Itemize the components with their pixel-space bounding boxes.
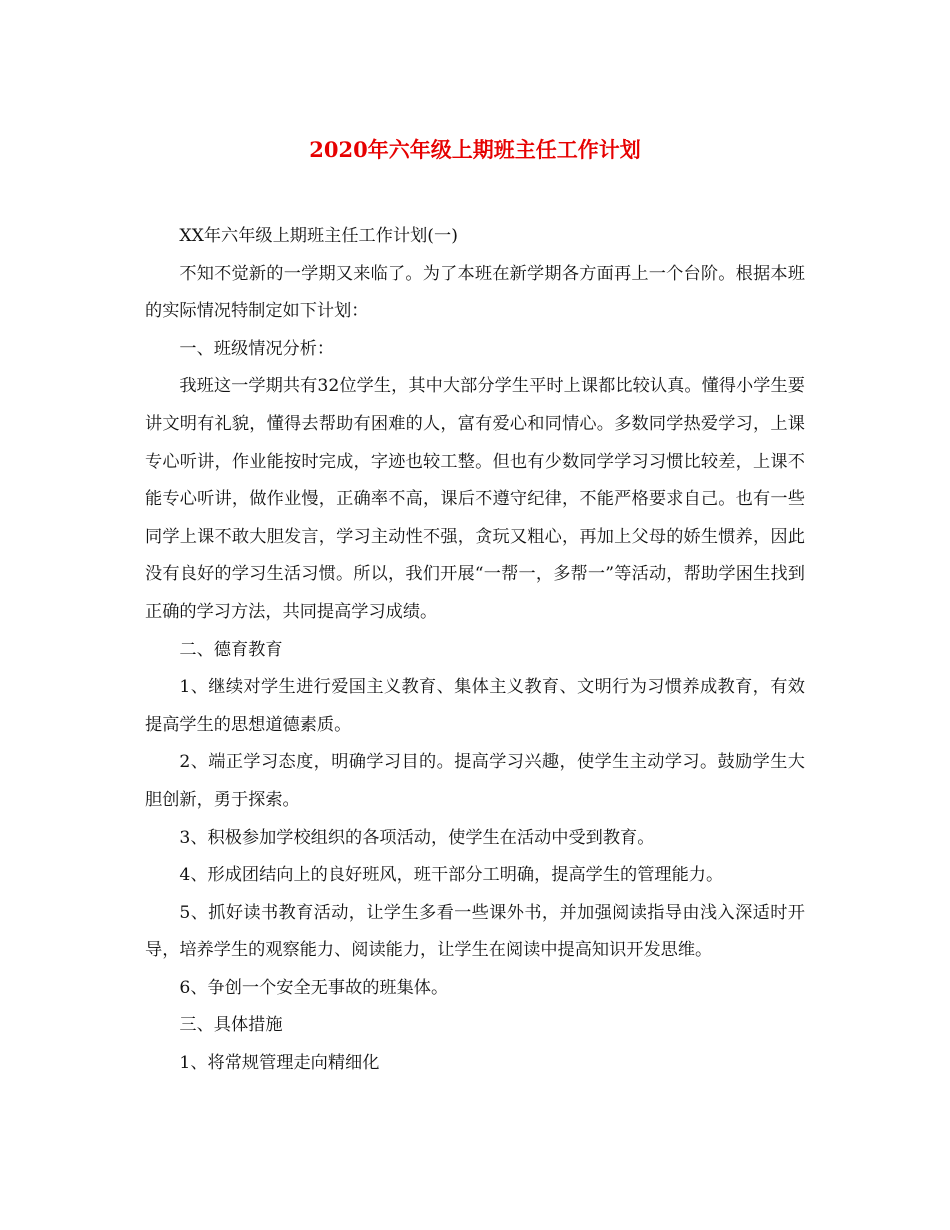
list-item-moral-2: 2、端正学习态度，明确学习目的。提高学习兴趣，使学生主动学习。鼓励学生大胆创新，勇于探索。	[145, 752, 805, 810]
paragraph-class-analysis: 我班这一学期共有32位学生，其中大部分学生平时上课都比较认真。懂得小学生要讲文明有礼貌，懂得去帮助有困难的人，富有爱心和同情心。多数同学热爱学习，上课专心听讲，作业能按时完成，字迹也较工整。但也有少数同学学习习惯比较差，上课不能专心听讲，做作业慢，正确率不高，课后不遵守纪律，不能严格要求自己。也有一些同学上课不敢大胆发言，学习主动性不强，贪玩又粗心，再加上父母的娇生惯养，因此没有良好的学习生活习惯。所以，我们开展“一帮一，多帮一”等活动，帮助学困生找到正确的学习方法，共同提高学习成绩。	[145, 376, 805, 622]
document-body	[145, 218, 805, 1083]
list-item-moral-6: 6、争创一个安全无事故的班集体。	[179, 977, 449, 998]
paragraph-intro: 不知不觉新的一学期又来临了。为了本班在新学期各方面再上一个台阶。根据本班的实际情况特制定如下计划：	[145, 263, 805, 322]
list-item-moral-3: 3、积极参加学校组织的各项活动，使学生在活动中受到教育。	[179, 827, 655, 848]
list-item-moral-4: 4、形成团结向上的良好班风，班干部分工明确，提高学生的管理能力。	[179, 865, 724, 886]
list-item-moral-5: 5、抓好读书教育活动，让学生多看一些课外书，并加强阅读指导由浅入深适时开导，培养学生的观察能力、阅读能力，让学生在阅读中提高知识开发思维。	[145, 902, 805, 961]
paragraph-plan-heading: XX年六年级上期班主任工作计划(一)	[179, 226, 458, 246]
section-heading-measures: 三、具体措施	[179, 1015, 283, 1036]
document-title: 2020年六年级上期班主任工作计划	[309, 137, 641, 162]
section-heading-class-analysis: 一、班级情况分析：	[179, 338, 335, 359]
section-heading-moral-education: 二、德育教育	[179, 639, 283, 660]
list-item-moral-1: 1、继续对学生进行爱国主义教育、集体主义教育、文明行为习惯养成教育，有效提高学生的思想道德素质。	[145, 677, 805, 735]
list-item-measure-1: 1、将常规管理走向精细化	[179, 1053, 380, 1074]
